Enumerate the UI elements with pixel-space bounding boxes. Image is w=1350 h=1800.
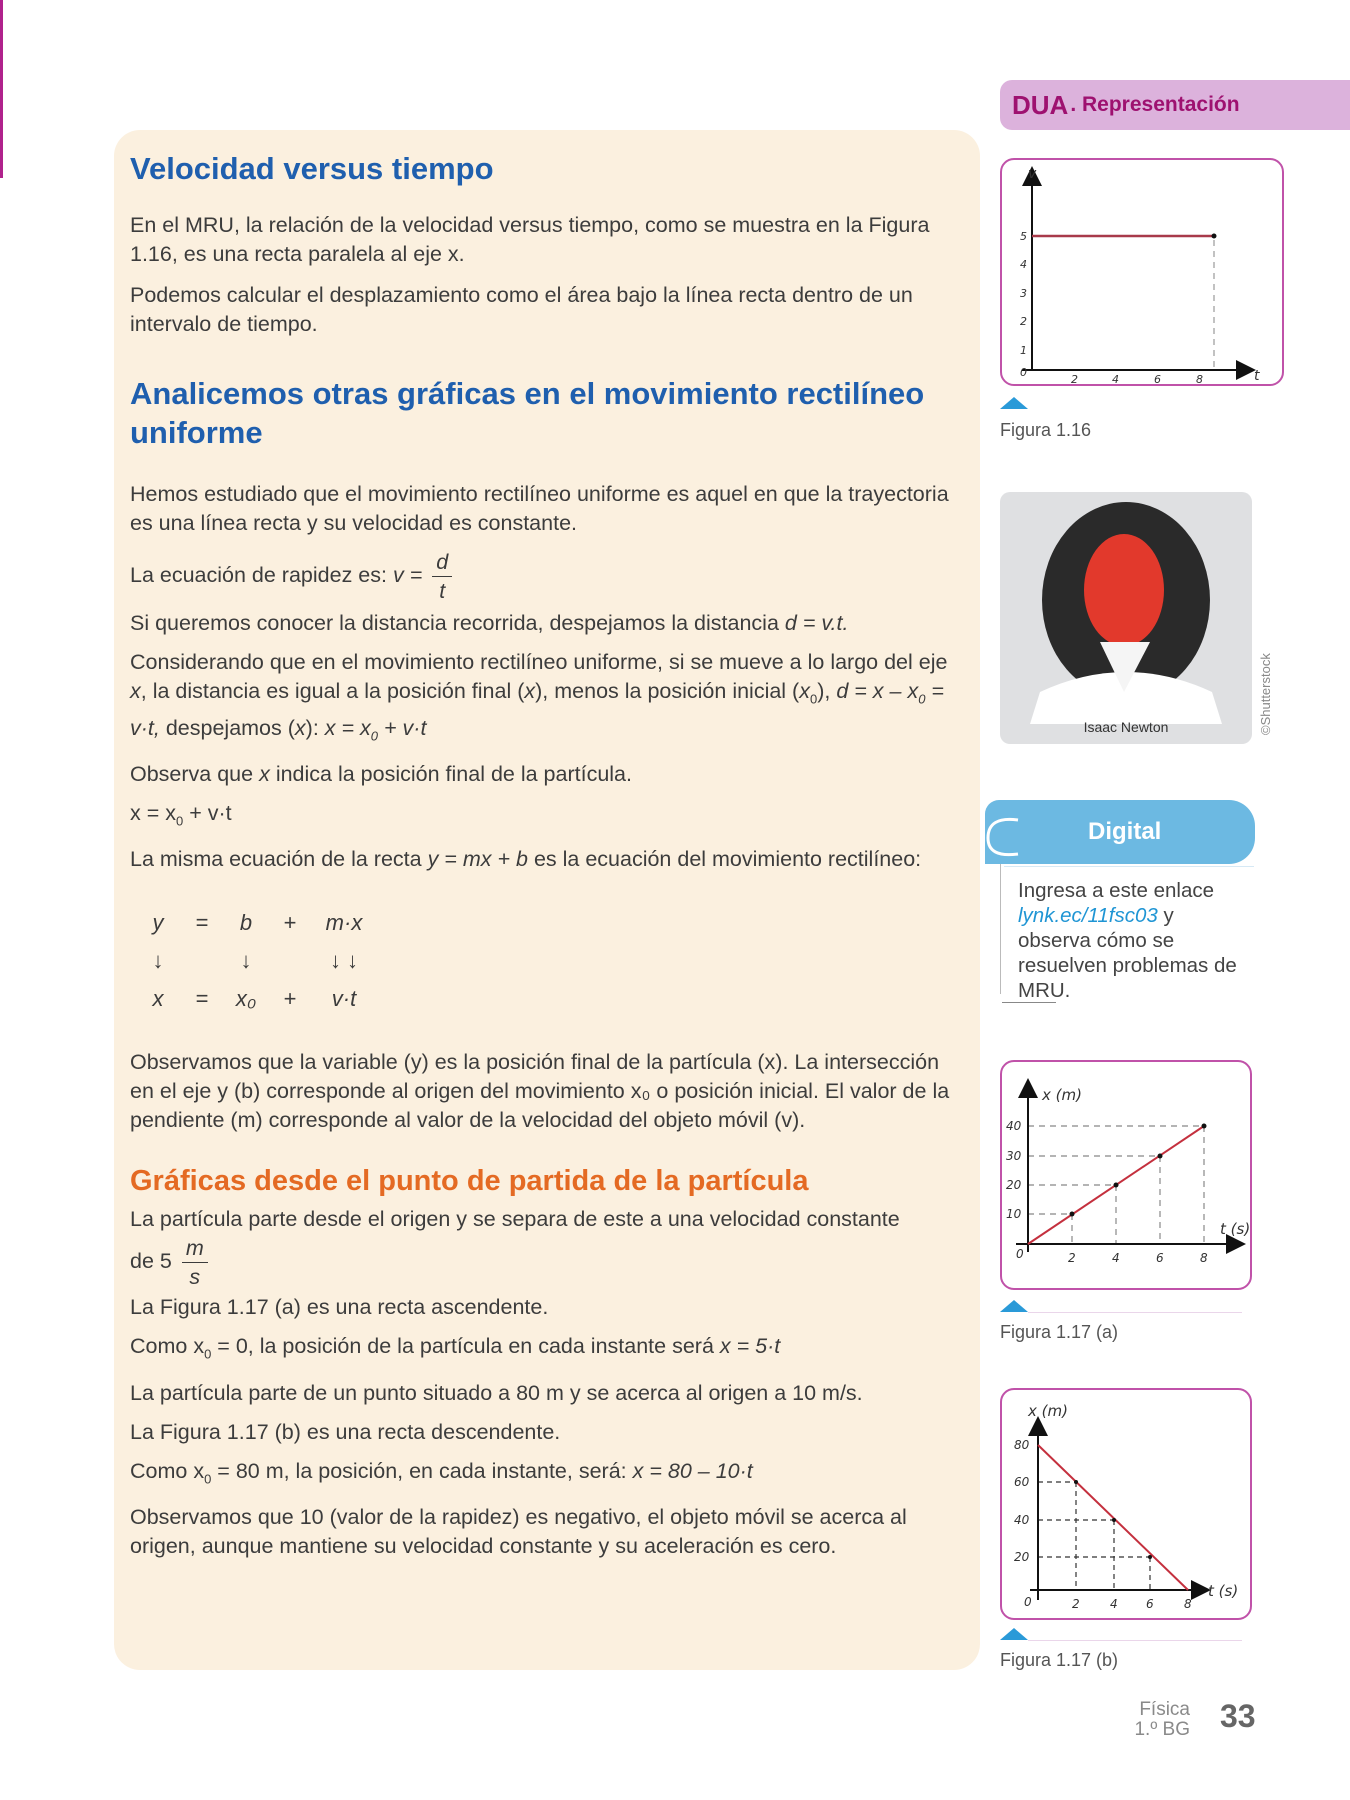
paragraph: La Figura 1.17 (b) es una recta descendente. <box>130 1419 561 1444</box>
svg-text:0: 0 <box>1024 1595 1032 1609</box>
page-number: 33 <box>1220 1698 1256 1734</box>
position-time-plot-a <box>1002 1062 1254 1292</box>
digital-title: Digital <box>1088 818 1162 845</box>
svg-text:20: 20 <box>1014 1550 1030 1564</box>
svg-text:2: 2 <box>1068 1251 1076 1265</box>
section-title-velocidad: Velocidad versus tiempo <box>130 151 494 186</box>
figure-caption: Figura 1.17 (b) <box>1000 1650 1119 1670</box>
equation-row: x = x₀ + v·t <box>152 986 357 1012</box>
svg-text:80: 80 <box>1014 1438 1030 1452</box>
svg-text:20: 20 <box>1006 1178 1022 1192</box>
svg-text:t (s): t (s) <box>1208 1582 1239 1600</box>
velocity-value: de 5 $\frac{m}{s}$ <box>130 1234 962 1291</box>
svg-text:8: 8 <box>1200 1251 1208 1265</box>
paragraph: La Figura 1.17 (a) es una recta ascendente. <box>130 1295 549 1320</box>
paragraph: Si queremos conocer la distancia recorrida, despejamos la distancia d = v.t. <box>130 611 849 636</box>
digital-c-icon <box>980 812 1028 862</box>
position-time-plot-b <box>1002 1390 1254 1622</box>
paragraph: Observamos que la variable (y) es la posición final de la partícula (x). La intersección en el eje y (b) corresponde al origen del movimiento x₀ o posición inicial. El valor de la pendiente (m) corresponde al valor de la velocidad del objeto móvil (v). <box>130 1050 950 1133</box>
paragraph: Hemos estudiado que el movimiento rectilíneo uniforme es aquel en que la trayectoria es una línea recta y su velocidad es constante. <box>130 482 949 536</box>
isaac-newton-illustration <box>1000 492 1252 744</box>
svg-text:8: 8 <box>1196 373 1203 386</box>
svg-text:60: 60 <box>1014 1475 1030 1489</box>
figure-1-17a-position-time-chart <box>1000 1060 1252 1290</box>
svg-text:2: 2 <box>1020 315 1027 328</box>
svg-text:40: 40 <box>1006 1119 1022 1133</box>
photo-credit: ©Shutterstock <box>1258 653 1273 735</box>
main-content <box>130 150 962 1561</box>
svg-text:4: 4 <box>1112 1251 1120 1265</box>
dua-banner: DUA . Representación <box>1000 80 1350 130</box>
svg-text:0: 0 <box>1016 1247 1024 1261</box>
svg-text:2: 2 <box>1072 1597 1080 1611</box>
footer-subject: Física 1.º BG <box>1134 1699 1190 1740</box>
svg-text:t (s): t (s) <box>1220 1220 1251 1238</box>
position-equation: $x = x_0 + v\cdot t$ <box>130 800 232 829</box>
paragraph: Como $x_0 = 80$ m, la posición, en cada instante, será: x = 80 – 10·t <box>130 1458 753 1486</box>
svg-text:10: 10 <box>1006 1207 1022 1221</box>
figure-caption: Figura 1.16 <box>1000 420 1092 440</box>
digital-text: Ingresa a este enlace lynk.ec/11fsc03 y observa cómo se resuelven problemas de MRU. <box>1018 879 1237 1002</box>
svg-text:v: v <box>1028 166 1037 182</box>
paragraph: Observa que x indica la posición final de la partícula. <box>130 761 632 786</box>
paragraph: La partícula parte de un punto situado a 80 m y se acerca al origen a 10 m/s. <box>130 1380 863 1405</box>
paragraph: En el MRU, la relación de la velocidad versus tiempo, como se muestra en la Figura 1.16, es una recta paralela al eje x. <box>130 212 930 266</box>
svg-text:3: 3 <box>1020 287 1027 300</box>
equation-mapping-table <box>136 904 376 1018</box>
svg-text:6: 6 <box>1154 373 1161 386</box>
svg-text:Isaac Newton: Isaac Newton <box>1083 719 1169 735</box>
svg-text:2: 2 <box>1071 373 1078 386</box>
equation-row: y = b + m·x <box>152 910 363 936</box>
divider <box>1028 1640 1242 1641</box>
svg-text:0: 0 <box>1020 366 1027 379</box>
svg-text:8: 8 <box>1184 1597 1192 1611</box>
paragraph: Podemos calcular el desplazamiento como el área bajo la línea recta dentro de un intervalo de tiempo. <box>130 282 913 336</box>
figure-marker-icon <box>1000 1628 1028 1640</box>
divider <box>1004 866 1254 867</box>
figure-caption: Figura 1.17 (a) <box>1000 1322 1119 1342</box>
figure-marker-icon <box>1000 397 1028 409</box>
svg-text:4: 4 <box>1110 1597 1118 1611</box>
paragraph: Observamos que 10 (valor de la rapidez) es negativo, el objeto móvil se acerca al origen, aunque mantiene su velocidad constante y su aceleración es cero. <box>130 1504 907 1558</box>
svg-text:40: 40 <box>1014 1513 1030 1527</box>
newton-portrait <box>1000 492 1252 744</box>
svg-text:t: t <box>1254 368 1260 384</box>
paragraph: Considerando que en el movimiento rectilíneo uniforme, si se mueve a lo largo del eje x, la distancia es igual a la posición final (x), menos la posición inicial $(x_0)$, $d = x - x_0 = v\cdot t$, despejamos (x): $x = x_0 + v\cdot t$ <box>130 650 948 743</box>
figure-1-17b-position-time-chart <box>1000 1388 1252 1620</box>
rapidez-equation: La ecuación de rapidez es: v = $\frac{d}{t}$ <box>130 548 962 605</box>
svg-text:x (m): x (m) <box>1042 1086 1082 1104</box>
divider <box>1000 864 1001 994</box>
svg-text:30: 30 <box>1006 1149 1022 1163</box>
svg-text:1: 1 <box>1020 344 1027 357</box>
divider <box>1028 1312 1242 1313</box>
equation-row: ↓ ↓ ↓ ↓ <box>152 948 359 974</box>
svg-text:6: 6 <box>1156 1251 1164 1265</box>
paragraph: La partícula parte desde el origen y se separa de este a una velocidad constante <box>130 1207 900 1232</box>
page-edge-bar <box>0 0 3 178</box>
section-title-analicemos: Analicemos otras gráficas en el movimiento rectilíneo uniforme <box>130 375 925 450</box>
svg-text:4: 4 <box>1020 258 1027 271</box>
section-title-graficas: Gráficas desde el punto de partida de la partícula <box>130 1165 809 1198</box>
figure-1-16-velocity-time-chart <box>1000 158 1284 386</box>
velocity-time-plot <box>1002 160 1286 388</box>
svg-text:x (m): x (m) <box>1028 1402 1068 1420</box>
svg-text:4: 4 <box>1112 373 1119 386</box>
paragraph: Como $x_0 = 0$, la posición de la partícula en cada instante será x = 5·t <box>130 1334 781 1362</box>
fraction: $\frac{m}{s}$ <box>182 1234 208 1291</box>
figure-marker-icon <box>1000 1300 1028 1312</box>
svg-text:6: 6 <box>1146 1597 1154 1611</box>
svg-text:5: 5 <box>1020 230 1027 243</box>
fraction: $\frac{d}{t}$ <box>432 548 452 605</box>
paragraph: La misma ecuación de la recta y = mx + b es la ecuación del movimiento rectilíneo: <box>130 847 922 872</box>
digital-link[interactable]: lynk.ec/11fsc03 <box>1018 904 1158 927</box>
